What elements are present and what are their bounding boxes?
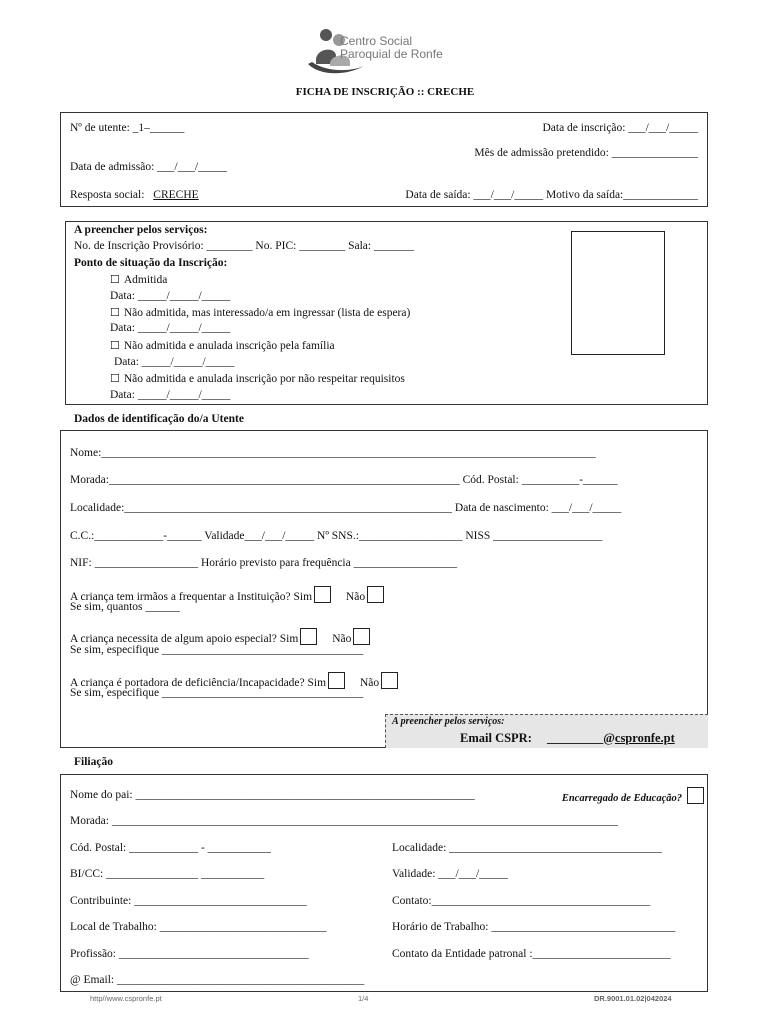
father-address-field[interactable]: Morada: ________________________________________________________________________________________	[70, 815, 618, 827]
father-locality-field[interactable]: Localidade: _____________________________________	[392, 842, 662, 854]
cc-field[interactable]: C.C.:____________-______ Validade___/___/_____ Nº SNS.:__________________ NISS ___________________	[70, 530, 603, 542]
ident-heading: Dados de identificação do/a Utente	[74, 413, 244, 425]
footer-page-number: 1/4	[358, 994, 369, 1003]
status-option-cancelled-requirements[interactable]	[110, 372, 405, 385]
status-option-label: Não admitida, mas interessado/a em ingressar (lista de espera)	[123, 307, 411, 319]
footer-doc-code: DR.9001.01.02|042024	[594, 994, 672, 1003]
social-response-label: Resposta social:	[70, 189, 145, 201]
father-taxpayer-field[interactable]: Contribuinte: ______________________________	[70, 895, 307, 907]
father-profession-field[interactable]: Profissão: _________________________________	[70, 948, 309, 960]
services-email-note: A preencher pelos serviços:	[392, 716, 505, 727]
services-heading: A preencher pelos serviços:	[74, 224, 208, 236]
siblings-no-label: Não	[345, 591, 366, 603]
special-support-no-checkbox[interactable]	[353, 628, 370, 645]
logo-line-2: Paroquial de Ronfe	[340, 47, 443, 61]
siblings-question-text: A criança tem irmãos a frequentar a Instituição? Sim	[70, 591, 313, 603]
father-contact-field[interactable]: Contato:______________________________________	[392, 895, 651, 907]
special-support-question	[70, 628, 370, 645]
exit-date-field[interactable]: Data de saída: ___/___/_____ Motivo da saída:_____________	[405, 189, 698, 201]
father-name-field[interactable]: Nome do pai: ___________________________________________________________	[70, 789, 475, 801]
admission-date-field[interactable]: Data de admissão: ___/___/_____	[70, 161, 227, 173]
footer-url[interactable]: http//www.cspronfe.pt	[90, 994, 162, 1003]
inscription-date-field[interactable]: Data de inscrição: ___/___/_____	[542, 122, 698, 134]
name-field[interactable]: Nome:______________________________________________________________________________________	[70, 447, 596, 459]
siblings-yes-checkbox[interactable]	[314, 586, 331, 603]
status-option-label: Não admitida e anulada inscrição por não respeitar requisitos	[123, 373, 405, 385]
checkbox-icon[interactable]: ☐	[110, 306, 120, 319]
cspr-email-blank: _________@	[547, 731, 615, 745]
father-employer-contact-field[interactable]: Contato da Entidade patronal :________________________	[392, 948, 671, 960]
cspr-email-label: Email CSPR:	[460, 731, 532, 745]
status-option-cancelled-family[interactable]	[110, 339, 335, 352]
address-field[interactable]: Morada:_____________________________________________________________ Cód. Postal: __________-______	[70, 474, 618, 486]
social-response-value: CRECHE	[153, 189, 199, 201]
special-support-no-label: Não	[332, 633, 352, 645]
social-response-field	[70, 189, 199, 201]
status-option-label: Não admitida e anulada inscrição pela família	[123, 340, 335, 352]
logo-line-1: Centro Social	[340, 34, 413, 48]
special-support-yes-checkbox[interactable]	[300, 628, 317, 645]
status-date-4[interactable]: Data: _____/_____/_____	[110, 389, 231, 401]
services-status-heading: Ponto de situação da Inscrição:	[74, 257, 228, 269]
services-provisional-line[interactable]: No. de Inscrição Provisório: ________ No. PIC: ________ Sala: _______	[74, 240, 415, 252]
page-title: FICHA DE INSCRIÇÃO :: CRECHE	[295, 86, 475, 98]
filiation-heading: Filiação	[74, 756, 113, 768]
father-workplace-field[interactable]: Local de Trabalho: _____________________________	[70, 921, 327, 933]
admission-month-field[interactable]: Mês de admissão pretendido: _______________	[474, 147, 698, 159]
siblings-no-checkbox[interactable]	[367, 586, 384, 603]
father-bicc-field[interactable]: BI/CC: ________________ ___________	[70, 868, 265, 880]
status-option-label: Admitida	[123, 274, 168, 286]
siblings-count-field[interactable]: Se sim, quantos ______	[70, 601, 180, 613]
checkbox-icon[interactable]: ☐	[110, 273, 120, 286]
photo-placeholder	[571, 231, 665, 355]
guardian-checkbox[interactable]	[687, 787, 704, 804]
father-email-field[interactable]: @ Email: ___________________________________________	[70, 974, 365, 986]
status-date-1[interactable]: Data: _____/_____/_____	[110, 290, 231, 302]
father-work-hours-field[interactable]: Horário de Trabalho: ________________________________	[392, 921, 676, 933]
utente-number-field[interactable]: Nº de utente: _1–______	[70, 122, 185, 134]
status-date-2[interactable]: Data: _____/_____/_____	[110, 322, 231, 334]
guardian-label: Encarregado de Educação?	[561, 793, 682, 804]
special-support-specify-field[interactable]: Se sim, especifique ___________________________________	[70, 644, 364, 656]
status-date-3[interactable]: Data: _____/_____/_____	[114, 356, 235, 368]
father-validity-field[interactable]: Validade: ___/___/_____	[392, 868, 508, 880]
cspr-email-field[interactable]	[460, 731, 675, 746]
logo	[306, 26, 476, 76]
guardian-question	[562, 787, 704, 804]
cspr-email-domain: cspronfe.pt	[614, 731, 675, 745]
disability-specify-field[interactable]: Se sim, especifique ___________________________________	[70, 687, 364, 699]
status-option-admitted[interactable]	[110, 273, 167, 286]
checkbox-icon[interactable]: ☐	[110, 339, 120, 352]
special-support-question-text: A criança necessita de algum apoio especial? Sim	[70, 633, 299, 645]
locality-field[interactable]: Localidade:_________________________________________________________ Data de nascimento: ___/___/_____	[70, 502, 622, 514]
nif-field[interactable]: NIF: __________________ Horário previsto para frequência __________________	[70, 557, 458, 569]
disability-no-checkbox[interactable]	[381, 672, 398, 689]
father-postal-field[interactable]: Cód. Postal: ____________ - ___________	[70, 842, 271, 854]
status-option-waiting-list[interactable]	[110, 306, 410, 319]
checkbox-icon[interactable]: ☐	[110, 372, 120, 385]
disability-no-label: Não	[359, 677, 380, 689]
disability-question-text: A criança é portadora de deficiência/Incapacidade? Sim	[70, 677, 327, 689]
